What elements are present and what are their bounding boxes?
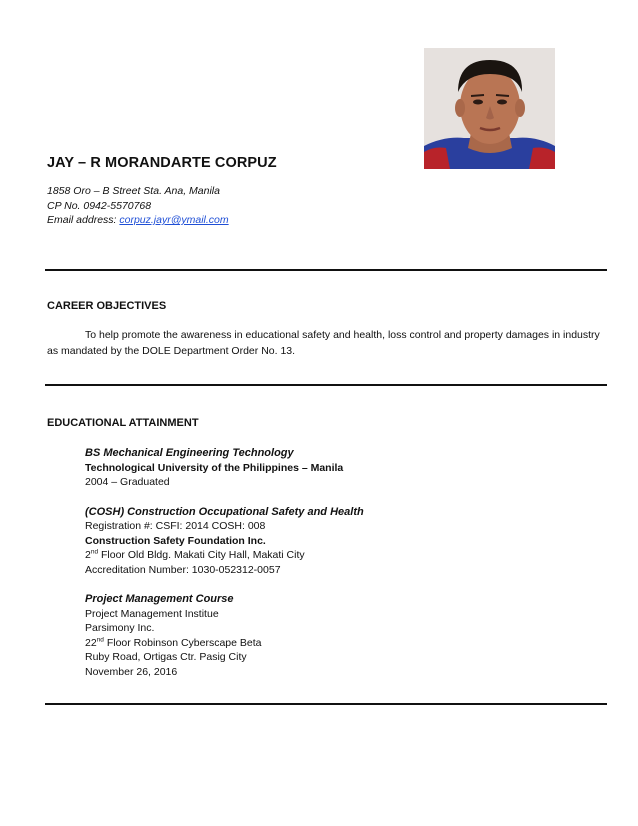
floor-suffix: nd xyxy=(90,548,99,556)
floor-address: Floor Old Bldg. Makati City Hall, Makati City xyxy=(98,549,305,561)
organization-address xyxy=(85,636,364,651)
school-name: Technological University of the Philippines – Manila xyxy=(85,461,344,474)
institute-name: Project Management Institue xyxy=(85,607,219,620)
registration-number: Registration #: CSFI: 2014 COSH: 008 xyxy=(85,520,266,532)
divider-3 xyxy=(45,703,607,705)
career-objectives-text xyxy=(47,327,607,359)
course-title: Project Management Course xyxy=(85,593,234,605)
organization-name: Construction Safety Foundation Inc. xyxy=(85,534,266,547)
degree-title: BS Mechanical Engineering Technology xyxy=(85,447,294,459)
education-list xyxy=(85,446,364,694)
course-title: (COSH) Construction Occupational Safety and Health xyxy=(85,505,364,518)
floor-address: Floor Robinson Cyberscape Beta xyxy=(103,636,262,649)
organization-name: Parsimony Inc. xyxy=(85,622,155,634)
street-address: Ruby Road, Ortigas Ctr. Pasig City xyxy=(85,651,247,663)
accreditation-number: Accreditation Number: 1030-052312-0057 xyxy=(85,563,281,576)
profile-photo xyxy=(424,48,555,169)
course-date: November 26, 2016 xyxy=(85,665,178,678)
applicant-name: JAY – R MORANDARTE CORPUZ xyxy=(47,155,277,171)
education-entry-3 xyxy=(85,592,364,679)
career-objectives-body: To help promote the awareness in educational safety and health, loss control and property damages in industry as mandated by the DOLE Department Order No. 13. xyxy=(47,329,600,357)
contact-block xyxy=(47,184,229,228)
floor-suffix: nd xyxy=(96,636,104,643)
floor-number: 22 xyxy=(85,636,97,649)
education-heading: EDUCATIONAL ATTAINMENT xyxy=(47,417,199,429)
organization-address xyxy=(85,548,364,563)
education-entry-1 xyxy=(85,446,364,490)
email-line xyxy=(47,213,229,228)
career-objectives-heading: CAREER OBJECTIVES xyxy=(47,300,167,312)
divider-2 xyxy=(45,384,607,386)
email-label: Email address: xyxy=(47,214,117,226)
phone-number: CP No. 0942-5570768 xyxy=(47,199,152,212)
graduation-status: 2004 – Graduated xyxy=(85,476,170,488)
education-entry-2 xyxy=(85,505,364,578)
address: 1858 Oro – B Street Sta. Ana, Manila xyxy=(47,185,220,197)
email-link[interactable]: corpuz.jayr@ymail.com xyxy=(119,214,229,226)
floor-number: 2 xyxy=(85,549,91,561)
divider-1 xyxy=(45,269,607,271)
